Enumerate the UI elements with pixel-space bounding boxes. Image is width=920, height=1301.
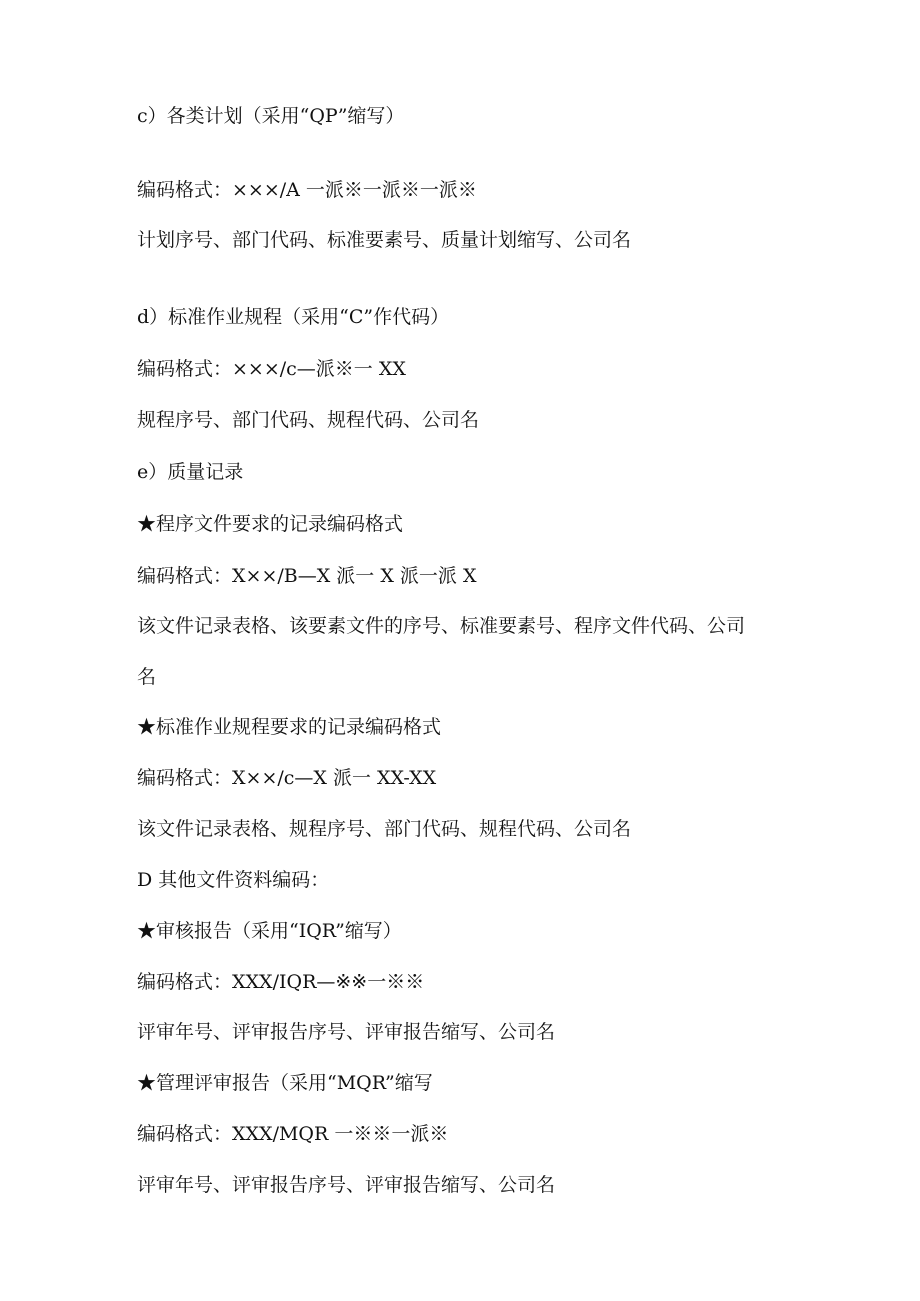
section-d-heading: d）标准作业规程（采用“C”作代码） <box>137 306 450 328</box>
procedure-record-description-continued: 名 <box>137 666 157 688</box>
sop-record-heading: ★标准作业规程要求的记录编码格式 <box>137 716 442 738</box>
management-review-description: 评审年号、评审报告序号、评审报告缩写、公司名 <box>137 1174 556 1196</box>
audit-report-description: 评审年号、评审报告序号、评审报告缩写、公司名 <box>137 1021 556 1043</box>
section-c-description: 计划序号、部门代码、标准要素号、质量计划缩写、公司名 <box>137 229 632 251</box>
sop-record-code-format: 编码格式：X××/c—X 派一 XX-XX <box>137 767 437 789</box>
procedure-record-code-format: 编码格式：X××/B—X 派一 X 派一派 X <box>137 565 477 587</box>
section-other-heading: D 其他文件资料编码： <box>137 869 330 891</box>
section-c-code-format: 编码格式：×××/A 一派※一派※一派※ <box>137 179 477 201</box>
section-c-heading: c）各类计划（采用“QP”缩写） <box>137 105 405 127</box>
sop-record-description: 该文件记录表格、规程序号、部门代码、规程代码、公司名 <box>137 818 632 840</box>
audit-report-heading: ★审核报告（采用“IQR”缩写） <box>137 920 402 942</box>
section-d-description: 规程序号、部门代码、规程代码、公司名 <box>137 409 480 431</box>
management-review-heading: ★管理评审报告（采用“MQR”缩写 <box>137 1072 433 1094</box>
procedure-record-heading: ★程序文件要求的记录编码格式 <box>137 513 404 535</box>
procedure-record-description: 该文件记录表格、该要素文件的序号、标准要素号、程序文件代码、公司 <box>137 615 746 637</box>
management-review-code-format: 编码格式：XXX/MQR 一※※一派※ <box>137 1123 449 1145</box>
audit-report-code-format: 编码格式：XXX/IQR—※※一※※ <box>137 971 425 993</box>
section-e-heading: e）质量记录 <box>137 461 244 483</box>
section-d-code-format: 编码格式：×××/c—派※一 XX <box>137 358 406 380</box>
